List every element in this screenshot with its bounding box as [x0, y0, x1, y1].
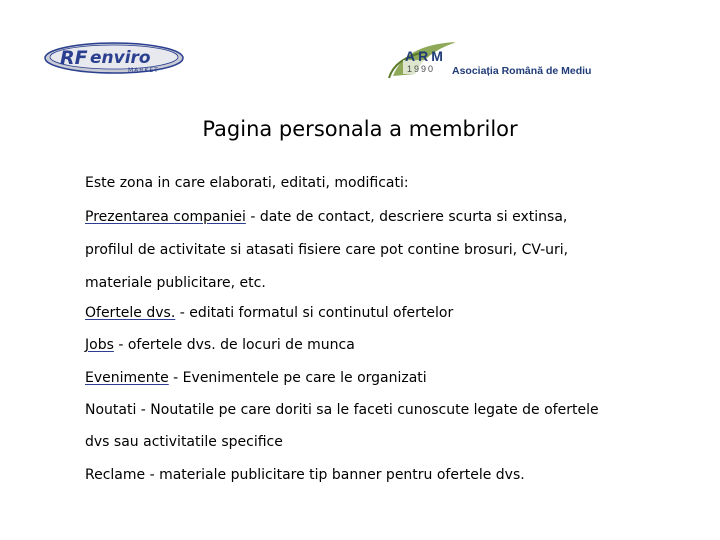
item-jobs-rest: - ofertele dvs. de locuri de munca	[113, 337, 355, 353]
item-ofertele	[85, 304, 453, 322]
item-evenimente-rest: - Evenimentele pe care le organizati	[168, 370, 427, 386]
page-title: Pagina personala a membrilor	[202, 117, 518, 141]
reclame-label: Reclame	[85, 467, 146, 483]
arm-year: 1990	[407, 64, 436, 74]
item-prezentarea-line1: - date de contact, descriere scurta si extinsa,	[245, 209, 568, 225]
item-reclame	[85, 466, 525, 484]
item-prezentarea-line3: materiale publicitare, etc.	[85, 275, 266, 291]
item-ofertele-rest: - editati formatul si continutul ofertelor	[175, 305, 454, 321]
ofertele-dvs-link[interactable]: Ofertele dvs.	[85, 305, 176, 321]
item-prezentarea	[85, 208, 567, 226]
prezentarea-companiei-link[interactable]: Prezentarea companiei	[85, 209, 246, 225]
rfenviro-logo	[44, 40, 184, 76]
reclame-rest: - materiale publicitare tip banner pentru ofertele dvs.	[145, 467, 525, 483]
noutati-rest-line2: dvs sau activitatile specifice	[85, 434, 283, 450]
svg-text:RF: RF	[60, 47, 88, 69]
jobs-link[interactable]: Jobs	[85, 337, 114, 353]
arm-letters: ARM	[405, 48, 446, 64]
intro-text: Este zona in care elaborati, editati, modificati:	[85, 175, 409, 191]
arm-org-name: Asociația Română de Mediu	[452, 65, 592, 77]
noutati-label: Noutati	[85, 402, 137, 418]
svg-text:MARKET: MARKET	[128, 67, 159, 74]
item-prezentarea-line2: profilul de activitate si atasati fisiere care pot contine brosuri, CV-uri,	[85, 242, 569, 258]
item-noutati	[85, 401, 599, 419]
svg-text:enviro: enviro	[90, 48, 151, 68]
evenimente-link[interactable]: Evenimente	[85, 370, 169, 386]
item-evenimente	[85, 369, 427, 387]
arm-logo	[385, 38, 595, 82]
noutati-rest-line1: - Noutatile pe care doriti sa le faceti cunoscute legate de ofertele	[136, 402, 599, 418]
item-jobs	[85, 336, 355, 354]
